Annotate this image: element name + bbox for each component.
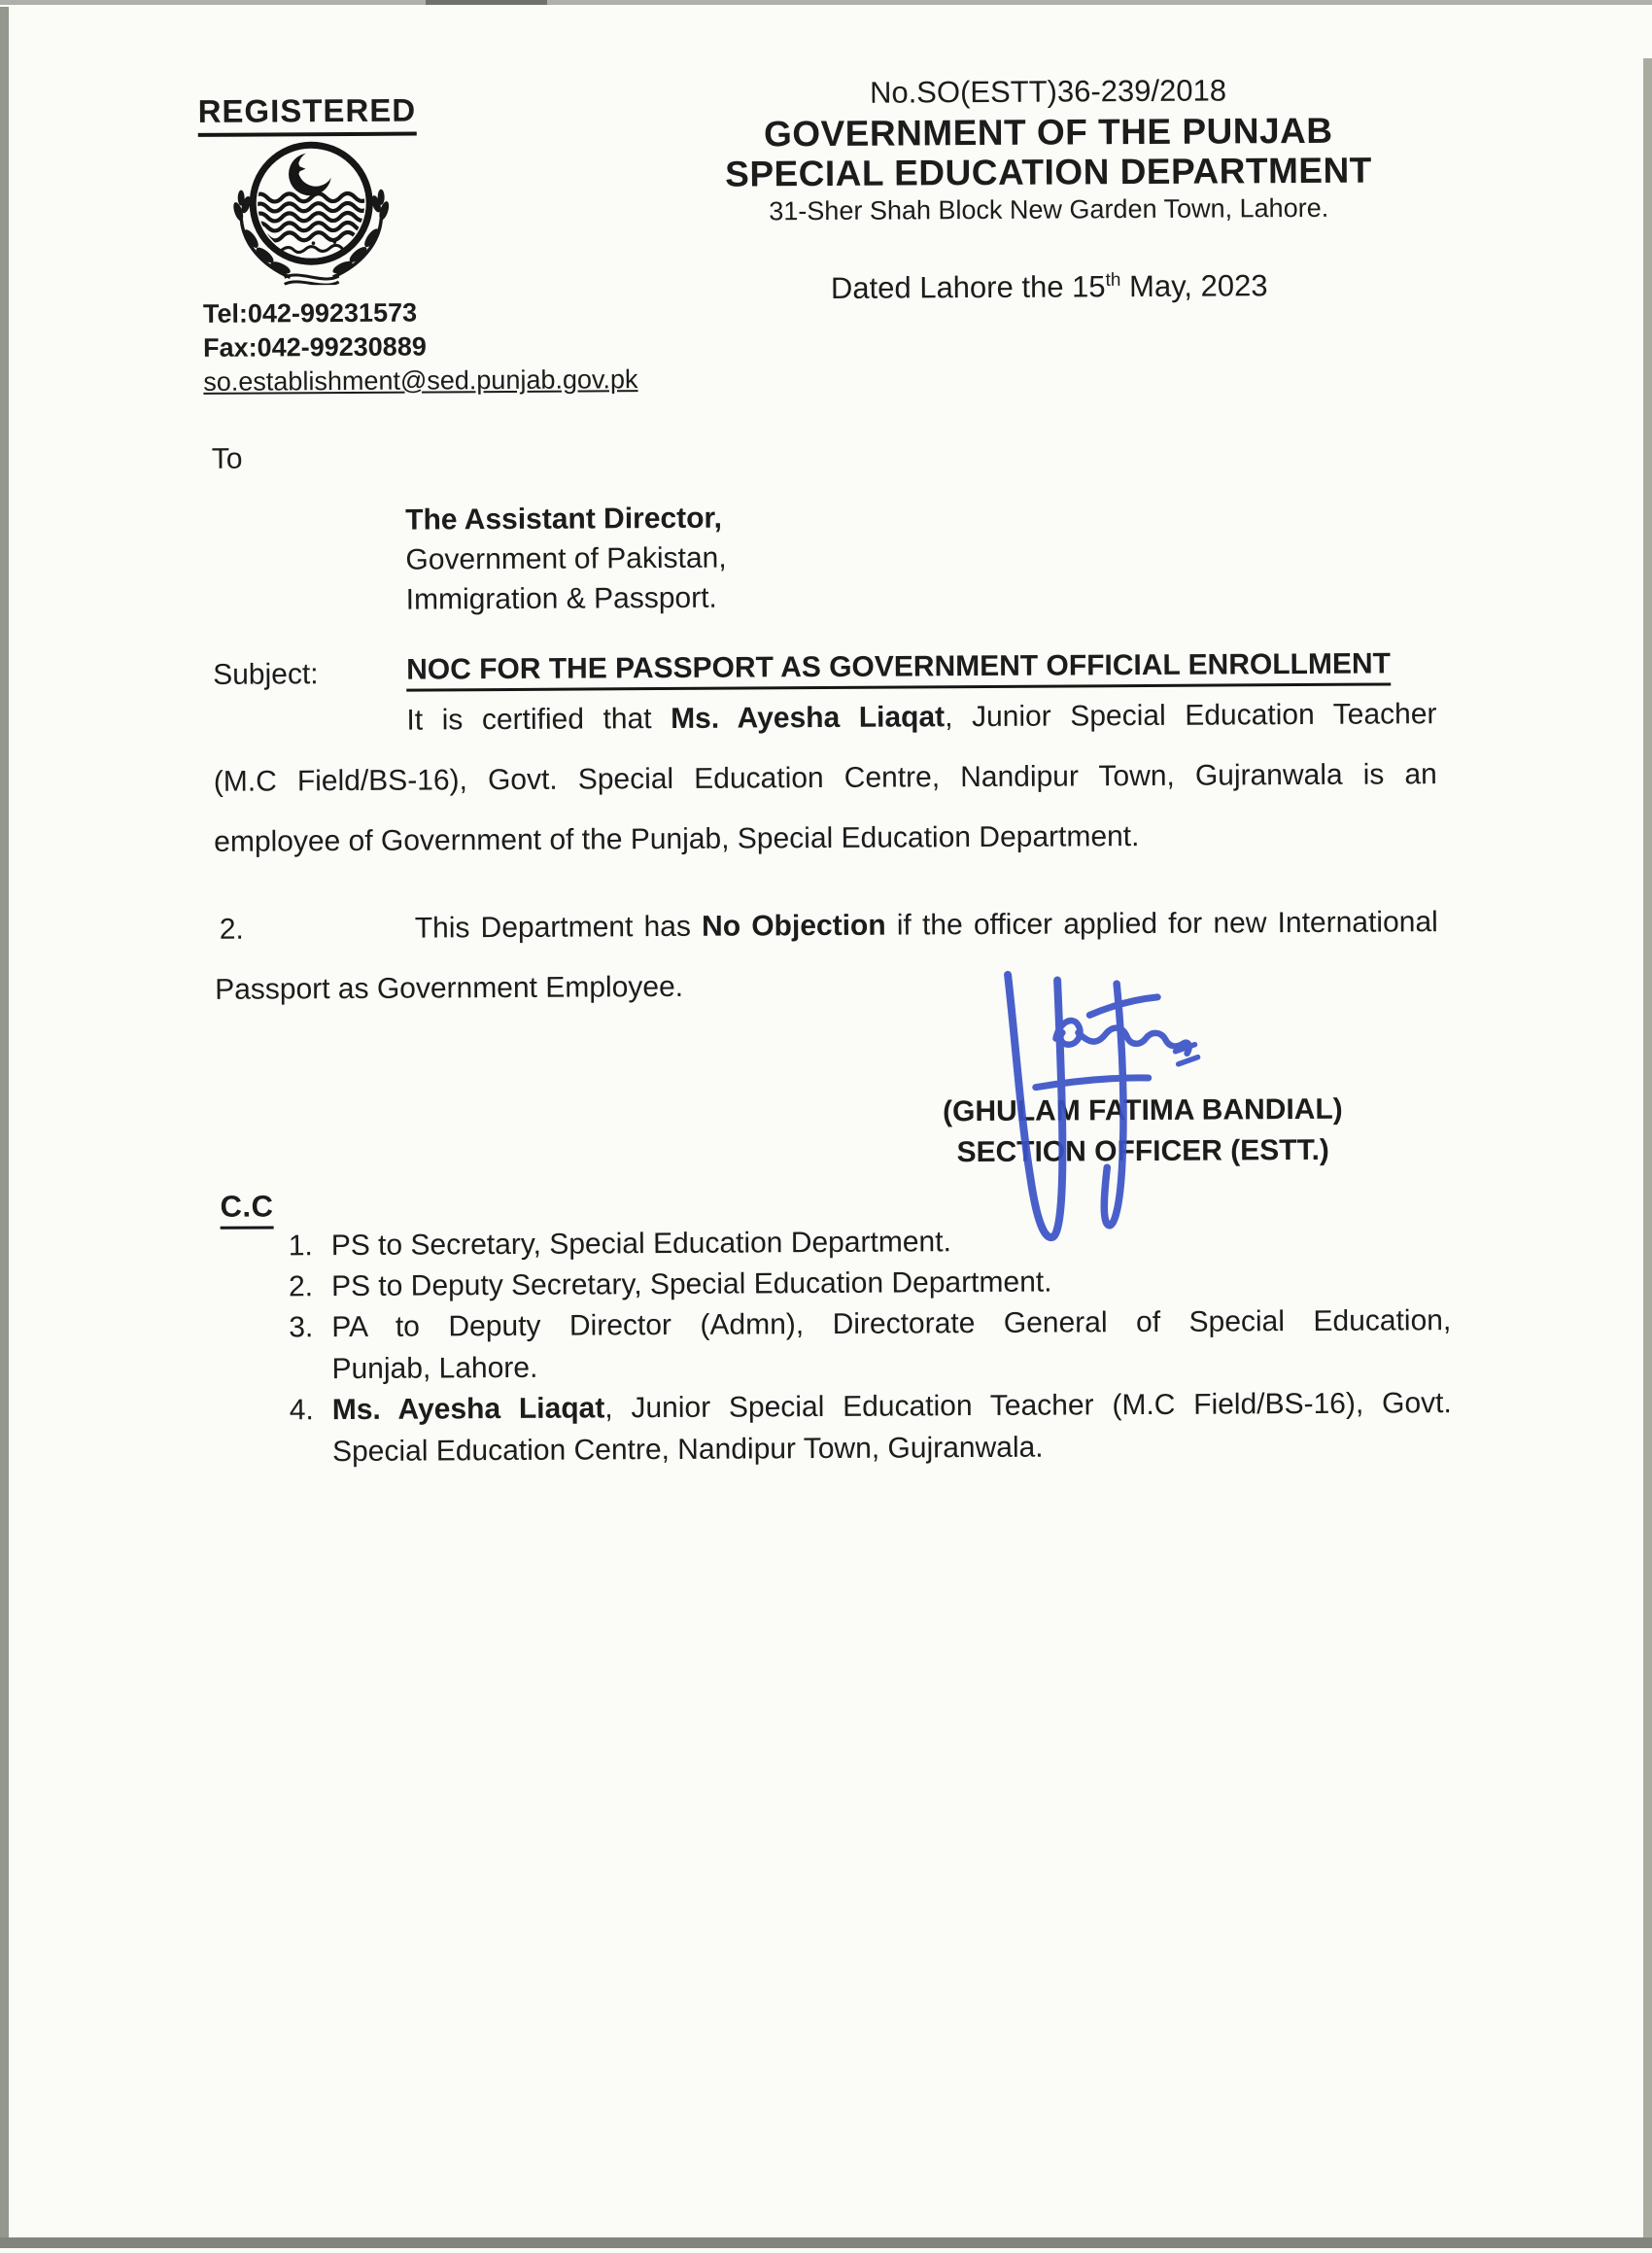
cc-item-4-text: , Junior Special Education Teacher (M.C Field/BS-16), Govt. [604, 1387, 1452, 1425]
scan-edge-top [0, 0, 1652, 5]
to-label: To [211, 442, 243, 475]
para1-text-2: , Junior Special Education Teacher [945, 698, 1437, 734]
subject-title: NOC FOR THE PASSPORT AS GOVERNMENT OFFICIAL ENROLLMENT [406, 647, 1391, 691]
scan-edge-top-smudge [426, 0, 547, 5]
date-ordinal: th [1105, 269, 1121, 291]
department-address: 31-Sher Shah Block New Garden Town, Lahore. [769, 192, 1329, 226]
cc-item-3-line1: PA to Deputy Director (Admn), Directorate General of Special Education, [331, 1304, 1452, 1344]
reference-number: No.SO(ESTT)36-239/2018 [869, 73, 1227, 110]
signatory-title: SECTION OFFICER (ESTT.) [956, 1133, 1329, 1169]
recipient-block [405, 499, 727, 620]
para1-line3: employee of Government of the Punjab, Special Education Department. [214, 820, 1140, 858]
scan-edge-left [0, 7, 9, 2248]
para2-number: 2. [219, 913, 244, 946]
punjab-emblem-icon [212, 133, 411, 286]
signature-ink [979, 958, 1214, 1251]
recipient-org: Government of Pakistan, [405, 541, 727, 576]
para1-line2: (M.C Field/BS-16), Govt. Special Education Centre, Nandipur Town, Gujranwala is an [213, 758, 1437, 798]
cc-item-3-number: 3. [289, 1311, 314, 1344]
signatory-name: (GHULAM FATIMA BANDIAL) [943, 1092, 1343, 1128]
para2-text-2: if the officer applied for new International [885, 906, 1438, 942]
para2-text: This Department has [414, 910, 703, 945]
registered-stamp: REGISTERED [198, 92, 417, 137]
signature-stroke [1179, 1057, 1198, 1064]
date-text: Dated Lahore the 15 [830, 269, 1106, 305]
government-name: GOVERNMENT OF THE PUNJAB [763, 110, 1333, 155]
no-objection-text: No Objection [702, 909, 886, 943]
cc-item-1: PS to Secretary, Special Education Department. [330, 1226, 951, 1263]
cc-employee-name: Ms. Ayesha Liaqat [331, 1392, 605, 1427]
scan-edge-bottom [0, 2237, 1652, 2248]
para1-text: It is certified that [406, 702, 671, 737]
signature-stroke [1036, 1078, 1149, 1088]
recipient-dept: Immigration & Passport. [405, 581, 717, 616]
cc-item-2-number: 2. [288, 1270, 314, 1303]
cc-item-4-number: 4. [289, 1394, 314, 1427]
cc-item-4-line1 [332, 1387, 1452, 1427]
employee-name: Ms. Ayesha Liaqat [671, 701, 946, 735]
tel-line: Tel:042-99231573 [202, 297, 418, 329]
date-line [675, 267, 1424, 307]
fax-line: Fax:042-99230889 [203, 331, 427, 363]
signature-stroke [1089, 997, 1157, 1015]
signature-stroke [1078, 1027, 1188, 1054]
cc-item-1-number: 1. [288, 1230, 313, 1263]
para2-line2: Passport as Government Employee. [215, 970, 684, 1006]
date-text-2: May, 2023 [1120, 268, 1268, 304]
department-name: SPECIAL EDUCATION DEPARTMENT [725, 150, 1372, 194]
cc-item-2: PS to Deputy Secretary, Special Education Department. [330, 1265, 1052, 1303]
email-line: so.establishment@sed.punjab.gov.pk [203, 364, 638, 397]
cc-item-3-line2: Punjab, Lahore. [331, 1351, 538, 1386]
signature-stroke [1008, 975, 1063, 1238]
subject-label: Subject: [213, 658, 319, 691]
recipient-name: The Assistant Director, [405, 502, 722, 537]
contact-block [203, 295, 638, 399]
signature-stroke [1103, 984, 1124, 1226]
cc-label: C.C [220, 1189, 273, 1229]
para1-line1 [406, 698, 1436, 737]
letterhead [673, 72, 1423, 227]
scan-edge-right [1643, 58, 1652, 2248]
para2-line1 [415, 906, 1438, 945]
cc-item-4-line2: Special Education Centre, Nandipur Town, Gujranwala. [331, 1431, 1044, 1469]
